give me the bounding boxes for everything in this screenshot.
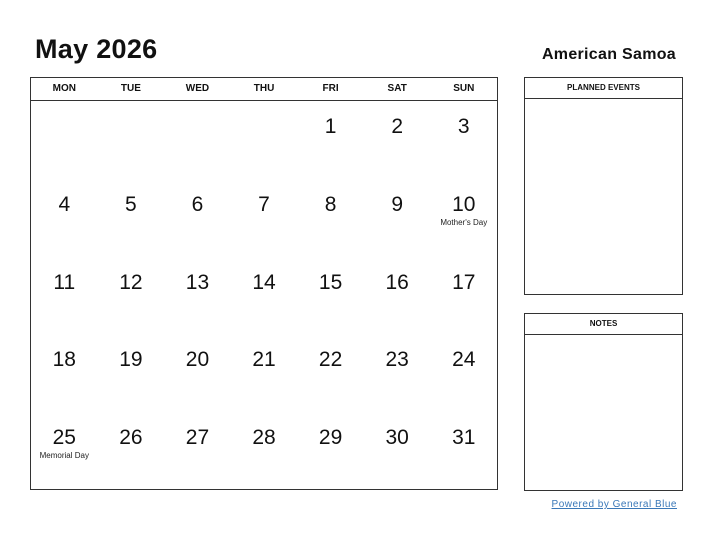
weekday-label: SAT [387,83,407,94]
day-number: 10 [452,192,476,216]
weekday-label: TUE [120,83,141,94]
day-number: 8 [324,192,337,216]
day-cell [364,334,431,412]
day-number: 15 [318,270,343,294]
day-cell [430,412,497,490]
week-row [31,179,497,257]
day-number: 2 [391,115,404,138]
day-number: 3 [457,115,470,138]
powered-by-link[interactable]: Powered by General Blue [551,499,677,510]
day-cell [430,257,497,335]
day-cell [98,257,165,335]
holiday-label: Mother's Day [440,217,488,227]
day-cell [31,101,98,179]
planned-events-title: PLANNED EVENTS [525,78,682,99]
page-title: May 2026 [35,34,158,64]
day-number: 19 [119,348,143,372]
day-cell [164,257,231,335]
day-cell [430,334,497,412]
week-row [31,334,497,412]
day-cell [297,412,364,490]
day-number: 27 [185,426,210,450]
day-cell [231,412,298,490]
weekday-label: WED [185,83,210,94]
day-number: 11 [53,270,76,294]
day-cell [31,412,98,490]
day-cell [231,334,298,412]
weeks-container [31,101,497,490]
day-cell [297,334,364,412]
day-cell [231,257,298,335]
planned-events-panel [524,77,683,295]
day-number: 22 [318,348,343,372]
day-cell [164,334,231,412]
day-number: 18 [52,348,76,372]
calendar-grid [30,77,498,490]
weekday-label: FRI [322,83,339,94]
day-number: 29 [318,426,343,450]
day-cell [31,334,98,412]
day-cell [31,179,98,257]
day-cell [430,179,497,257]
day-cell [364,101,431,179]
day-number: 5 [125,192,137,216]
day-cell [297,257,364,335]
day-cell [31,257,98,335]
day-cell [98,101,165,179]
day-cell [98,412,165,490]
week-row [31,101,497,179]
day-cell [364,257,431,335]
day-number: 7 [258,192,270,216]
weekday-label: MON [52,83,76,94]
week-row [31,412,497,490]
region-label: American Samoa [541,46,676,63]
weekday-header-row [31,78,497,101]
day-number: 25 [52,426,76,450]
day-number: 1 [324,115,337,138]
day-number: 31 [452,426,476,450]
notes-title: NOTES [525,314,682,335]
holiday-label: Memorial Day [39,451,89,461]
day-number: 20 [185,348,210,372]
day-number: 14 [252,270,276,294]
day-cell [98,334,165,412]
day-number: 13 [185,270,210,294]
day-number: 21 [252,348,276,372]
day-number: 28 [252,426,276,450]
day-cell [364,179,431,257]
day-cell [430,101,497,179]
day-cell [231,179,298,257]
weekday-label: SUN [453,83,475,94]
day-cell [364,412,431,490]
day-cell [164,101,231,179]
day-number: 6 [191,192,204,216]
day-cell [164,412,231,490]
day-cell [164,179,231,257]
day-number: 9 [391,192,404,216]
notes-panel [524,313,683,491]
day-number: 23 [385,348,409,372]
day-number: 30 [385,426,409,450]
day-cell [98,179,165,257]
day-cell [297,101,364,179]
day-number: 24 [452,348,476,372]
day-number: 26 [119,426,143,450]
day-number: 12 [119,270,143,294]
day-number: 4 [58,192,71,216]
week-row [31,257,497,335]
day-cell [297,179,364,257]
day-number: 17 [452,270,476,294]
day-cell [231,101,298,179]
day-number: 16 [385,270,409,294]
weekday-label: THU [253,83,275,94]
